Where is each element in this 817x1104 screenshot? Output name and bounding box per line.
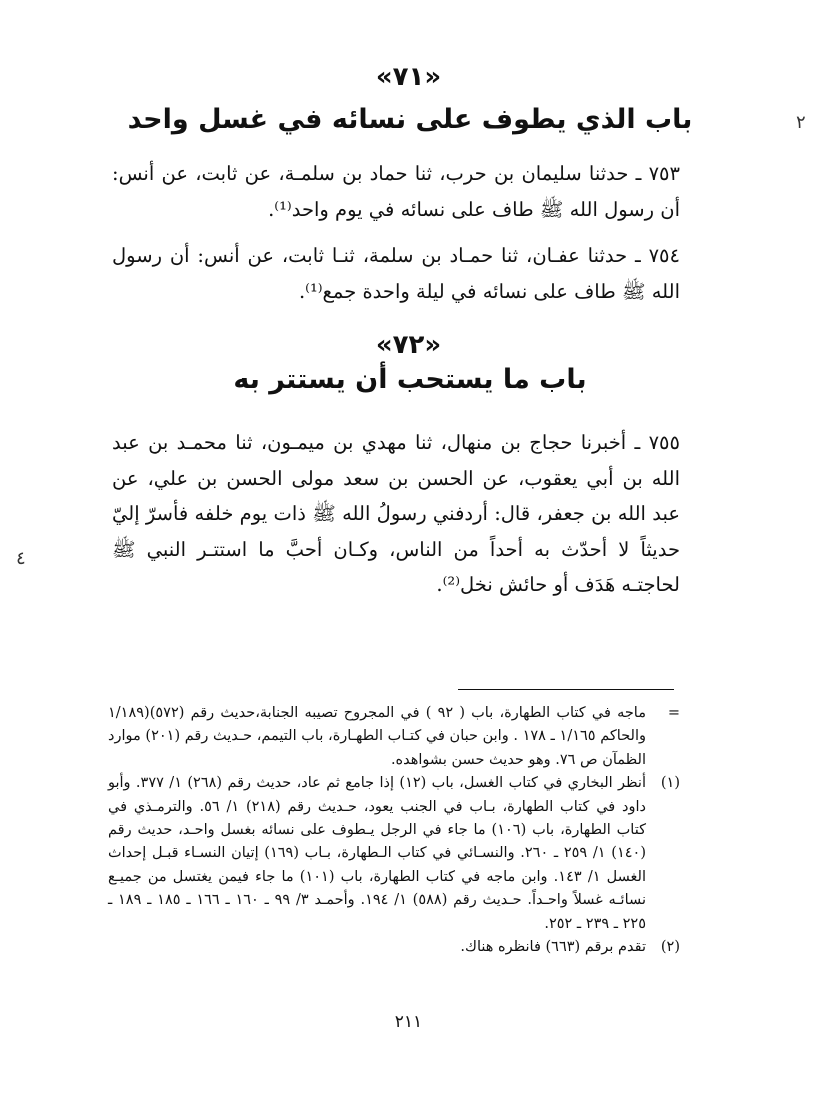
- footnote-continuation: [108, 702, 680, 772]
- page-number: ٢١١: [394, 1012, 423, 1032]
- footnotes: [108, 702, 680, 959]
- chapter-71-title: باب الذي يطوف على نسائه في غسل واحد: [127, 104, 693, 135]
- footnote-separator: [458, 689, 674, 690]
- hadith-753: ٧٥٣ ـ حدثنا سليمان بن حرب، ثنا حماد بن سلمـة، عن ثابت، عن أنس: أن رسول الله ﷺ طاف على نسائه في يوم واحد⁽¹⁾.: [112, 162, 680, 221]
- right-edge-mark: ٢: [796, 112, 806, 133]
- chapter-72-title: باب ما يستحب أن يستتر به: [233, 364, 587, 395]
- chapter-72-number: «٧٢»: [375, 330, 442, 360]
- hadith-754: ٧٥٤ ـ حدثنا عفـان، ثنا حمـاد بن سلمة، ثنـا ثابت، عن أنس: أن رسول الله ﷺ طاف على نسائه في ليلة واحدة جمع⁽¹⁾.: [112, 244, 680, 303]
- chapter-71-number: «٧١»: [375, 62, 442, 92]
- footnote-mark: =: [667, 705, 680, 721]
- left-edge-mark: ٤: [16, 548, 26, 569]
- footnote-text: أنظر البخاري في كتاب الغسل، باب (١٢) إذا جامع ثم عاد، حديث رقم (٢٦٨) ١/ ٣٧٧. وأبو داود في كتاب الطهارة، بـاب في الجنب يعود، حـديث رقم (٢١٨) ١/ ٥٦. والترمـذي في كتاب الطهارة، باب (١٠٦) ما جاء في الرجل يـطوف على نسائه بغسل واحـد، حديث رقم (١٤٠) ١/ ٢٥٩ ـ ٢٦٠. والنسـائي في كتاب الـطهارة، بـاب (١٦٩) إتيان النسـاء قبـل إحداث الغسل ١/ ١٤٣. وابن ماجه في كتاب الطهارة، باب (١٠١) ما جاء فيمن يغتسل من جميـع نسائـه غسلاً واحـداً. حـديث رقم (٥٨٨) ١/ ١٩٤. وأحمـد ٣/ ٩٩ ـ ١٦٠ ـ ١٦٦ ـ ١٨٥ ـ ١٨٩ ـ ٢٢٥ ـ ٢٣٩ ـ ٢٥٢.: [108, 775, 646, 932]
- footnote-2: [108, 936, 680, 959]
- footnote-text: تقدم برقم (٦٦٣) فانظره هناك.: [460, 939, 646, 956]
- footnote-1: [108, 772, 680, 936]
- footnote-mark: (٢): [660, 939, 680, 956]
- footnote-text: ماجه في كتاب الطهارة، باب ( ٩٢ ) في المجروح تصيبه الجنابة،حديث رقم (٥٧٢)(١/١٨٩ والحاكم ١/١٦٥ ـ ١٧٨ . وابن حبان في كتـاب الطهـارة، باب التيمم، حـديث رقم (٢٠١) موارد الظمآن ص ٧٦. وهو حديث حسن بشواهده.: [108, 705, 647, 768]
- footnote-mark: (١): [660, 775, 680, 792]
- hadith-755: ٧٥٥ ـ أخبرنا حجاج بن منهال، ثنا مهدي بن ميمـون، ثنا محمـد بن عبد الله بن أبي يعقوب، عن الحسن بن سعد مولى الحسن بن علي، عن عبد الله بن جعفر، قال: أردفني رسولُ الله ﷺ ذات يوم خلفه فأسرّ إليّ حديثاً لا أحدّث به أحداً من الناس، وكـان أحبَّ ما استتـر النبي ﷺ لحاجتـه هَدَف أو حائش نخل⁽²⁾.: [112, 431, 680, 596]
